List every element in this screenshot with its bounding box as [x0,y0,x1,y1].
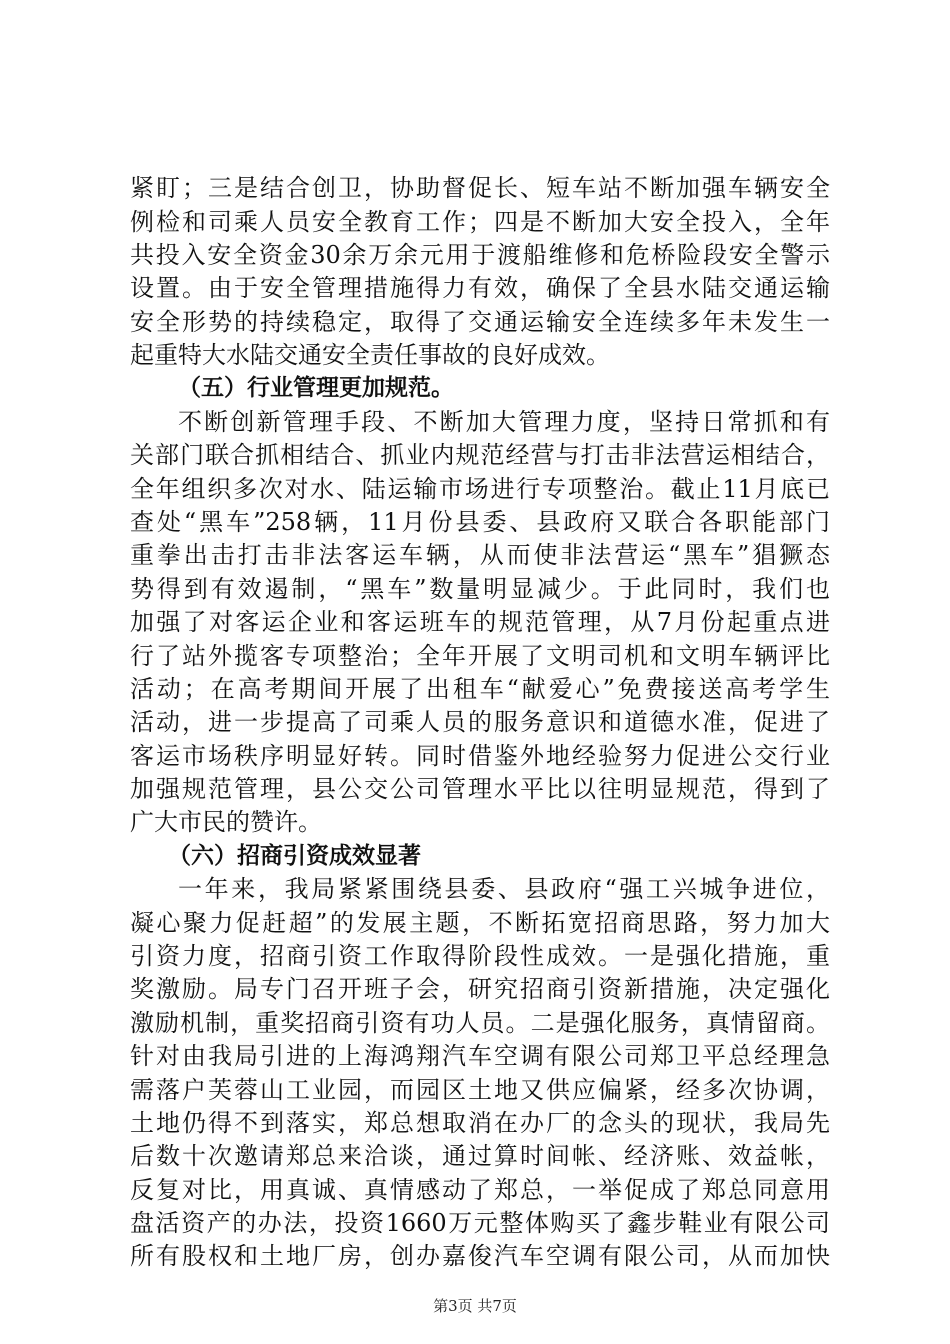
body-line: 重拳出击打击非法客运车辆，从而使非法营运“黑车”猖獗态 [130,541,830,569]
body-line: 所有股权和土地厂房，创办嘉俊汽车空调有限公司，从而加快 [130,1242,830,1270]
body-line: 引资力度，招商引资工作取得阶段性成效。一是强化措施，重 [130,942,830,970]
body-line: 全年组织多次对水、陆运输市场进行专项整治。截止11月底已 [130,475,830,503]
body-line: 活动，进一步提高了司乘人员的服务意识和道德水准，促进了 [130,708,830,736]
body-line: 后数十次邀请郑总来洽谈，通过算时间帐、经济账、效益帐， [130,1142,830,1170]
paragraph-first-line: 一年来，我局紧紧围绕县委、县政府“强工兴城争进位， [178,875,830,903]
section-heading-6: （六）招商引资成效显著 [168,843,421,869]
body-line: 广大市民的赞许。 [130,808,322,836]
body-line: 设置。由于安全管理措施得力有效，确保了全县水陆交通运输 [130,274,830,302]
page-footer: 第3页 共7页 [433,1297,517,1315]
body-line: 势得到有效遏制，“黑车”数量明显减少。于此同时，我们也 [130,575,830,603]
body-line: 反复对比，用真诚、真情感动了郑总，一举促成了郑总同意用 [130,1176,830,1204]
body-line: 凝心聚力促赶超”的发展主题，不断拓宽招商思路，努力加大 [130,909,830,937]
body-line: 奖激励。局专门召开班子会，研究招商引资新措施，决定强化 [130,975,830,1003]
body-line: 加强了对客运企业和客运班车的规范管理，从7月份起重点进 [130,608,830,636]
paragraph-first-line: 不断创新管理手段、不断加大管理力度，坚持日常抓和有 [178,408,830,436]
body-line: 土地仍得不到落实，郑总想取消在办厂的念头的现状，我局先 [130,1109,830,1137]
body-line: 客运市场秩序明显好转。同时借鉴外地经验努力促进公交行业 [130,742,830,770]
body-line: 紧盯；三是结合创卫，协助督促长、短车站不断加强车辆安全 [130,174,830,202]
body-line: 关部门联合抓相结合、抓业内规范经营与打击非法营运相结合， [130,441,830,469]
body-line: 共投入安全资金30余万余元用于渡船维修和危桥险段安全警示 [130,241,830,269]
body-line: 激励机制，重奖招商引资有功人员。二是强化服务，真情留商。 [130,1009,830,1037]
body-line: 安全形势的持续稳定，取得了交通运输安全连续多年未发生一 [130,308,830,336]
body-line: 活动；在高考期间开展了出租车“献爱心”免费接送高考学生 [130,675,830,703]
section-heading-5: （五）行业管理更加规范。 [178,375,454,401]
body-line: 加强规范管理，县公交公司管理水平比以往明显规范，得到了 [130,775,830,803]
body-line: 需落户芙蓉山工业园，而园区土地又供应偏紧，经多次协调， [130,1076,830,1104]
body-line: 盘活资产的办法，投资1660万元整体购买了鑫步鞋业有限公司 [130,1209,830,1237]
body-line: 行了站外揽客专项整治；全年开展了文明司机和文明车辆评比 [130,642,830,670]
body-line: 起重特大水陆交通安全责任事故的良好成效。 [130,341,610,369]
body-line: 针对由我局引进的上海鸿翔汽车空调有限公司郑卫平总经理急 [130,1042,830,1070]
body-line: 例检和司乘人员安全教育工作；四是不断加大安全投入，全年 [130,208,830,236]
body-line: 查处“黑车”258辆，11月份县委、县政府又联合各职能部门 [130,508,830,536]
